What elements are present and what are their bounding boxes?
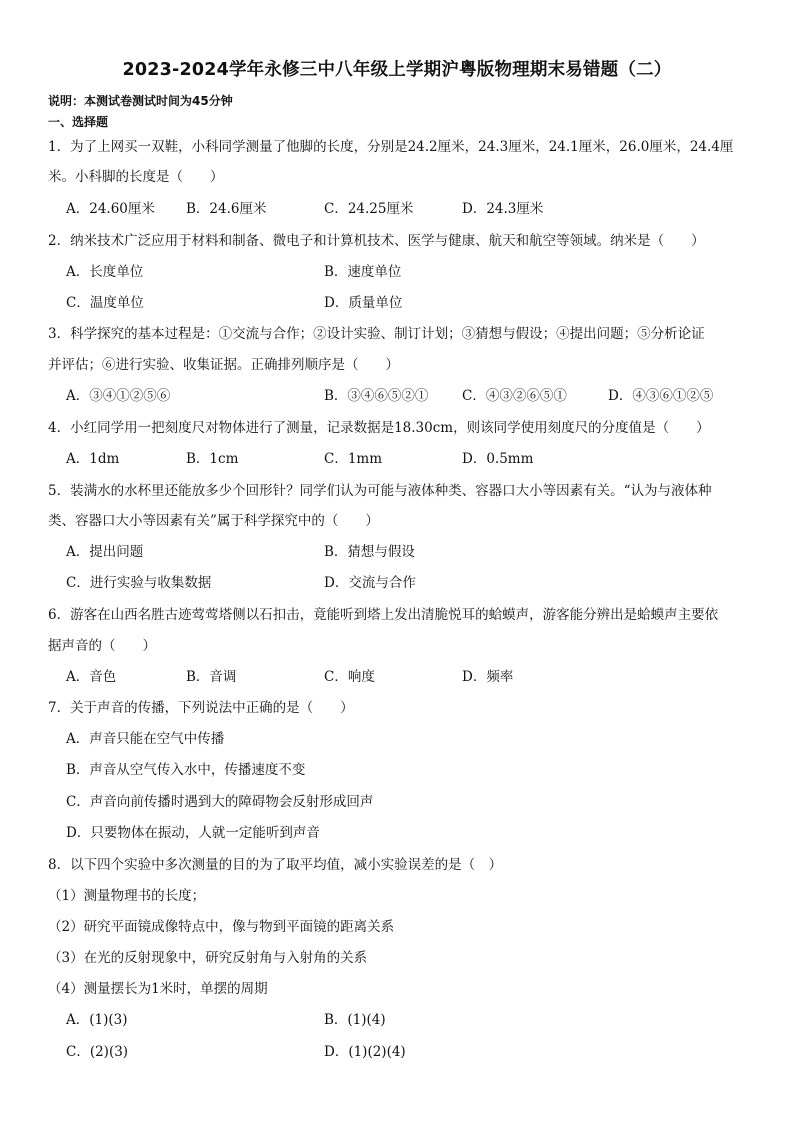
q1-option-d: D．24.3厘米 [462,201,544,217]
q3-option-b: B．③④⑥⑤②① [324,388,429,404]
q4-option-c: C．1mm [324,451,383,467]
q1-option-a: A．24.60厘米 [66,201,155,217]
q6-option-c: C．响度 [324,669,375,685]
question-2-line-1: 2．纳米技术广泛应用于材料和制备、微电子和计算机技术、医学与健康、航天和航空等领域。纳米是（ ） [48,233,705,249]
q1-option-b: B．24.6厘米 [186,201,267,217]
q2-option-c: C．温度单位 [66,295,144,311]
q2-option-a: A．长度单位 [66,264,144,280]
question-3-line-2: 并评估；⑥进行实验、收集证据。正确排列顺序是（ ） [48,357,399,373]
q1-option-c: C．24.25厘米 [324,201,414,217]
q2-option-d: D．质量单位 [324,295,403,311]
question-4-line-1: 4．小红同学用一把刻度尺对物体进行了测量，记录数据是18.30cm，则该同学使用刻度尺的分度值是（ ） [48,420,710,436]
q7-option-c: C．声音向前传播时遇到大的障碍物会反射形成回声 [66,794,374,810]
q6-option-d: D．频率 [462,669,514,685]
q5-option-d: D．交流与合作 [324,575,416,591]
question-6-line-2: 据声音的（ ） [48,638,156,654]
q4-option-b: B．1cm [186,451,239,467]
q8-option-c: C．(2)(3) [66,1044,129,1060]
q5-option-a: A．提出问题 [66,544,144,560]
question-8-line-1: 8．以下四个实验中多次测量的目的为了取平均值，减小实验误差的是（ ） [48,857,503,873]
question-5-line-2: 类、容器口大小等因素有关”属于科学探究中的（ ） [48,513,379,529]
question-5-line-1: 5．装满水的水杯里还能放多少个回形针？同学们认为可能与液体种类、容器口大小等因素有关。“认为与液体种 [48,483,712,499]
q3-option-d: D．④③⑥①②⑤ [608,388,714,404]
q8-option-a: A．(1)(3) [66,1012,128,1028]
q3-option-a: A．③④①②⑤⑥ [66,388,171,404]
q4-option-a: A．1dm [66,451,120,467]
q2-option-b: B．速度单位 [324,264,402,280]
q6-option-a: A．音色 [66,669,117,685]
question-8-item-3: （3）在光的反射现象中，研究反射角与入射角的关系 [48,950,368,966]
question-1-line-1: 1．为了上网买一双鞋，小科同学测量了他脚的长度，分别是24.2厘米，24.3厘米，24.1厘米，26.0厘米，24.4厘 [48,139,734,155]
question-6-line-1: 6．游客在山西名胜古迹莺莺塔侧以石扣击，竟能听到塔上发出清脆悦耳的蛤蟆声，游客能分辨出是蛤蟆声主要依 [48,607,719,623]
section-heading: 一、选择题 [48,115,109,129]
q6-option-b: B．音调 [186,669,237,685]
question-7-line-1: 7．关于声音的传播，下列说法中正确的是（ ） [48,700,354,716]
q7-option-a: A．声音只能在空气中传播 [66,731,225,747]
question-8-item-2: （2）研究平面镜成像特点中，像与物到平面镜的距离关系 [48,919,395,935]
q5-option-c: C．进行实验与收集数据 [66,575,212,591]
question-1-line-2: 米。小科脚的长度是（ ） [48,169,224,185]
q4-option-d: D．0.5mm [462,451,534,467]
question-8-item-1: （1）测量物理书的长度； [48,888,206,904]
q5-option-b: B．猜想与假设 [324,544,415,560]
q7-option-d: D．只要物体在振动，人就一定能听到声音 [66,825,320,841]
question-3-line-1: 3．科学探究的基本过程是：①交流与合作；②设计实验、制订计划；③猜想与假设；④提出问题；⑤分析论证 [48,326,705,342]
exam-note: 说明：本测试卷测试时间为45分钟 [48,94,233,108]
q3-option-c: C．④③②⑥⑤① [462,388,567,404]
q8-option-d: D．(1)(2)(4) [324,1044,406,1060]
q7-option-b: B．声音从空气传入水中，传播速度不变 [66,762,306,778]
question-8-item-4: （4）测量摆长为1米时，单摆的周期 [48,981,268,997]
q8-option-b: B．(1)(4) [324,1012,386,1028]
page-title: 2023-2024学年永修三中八年级上学期沪粤版物理期末易错题（二） [122,60,672,80]
